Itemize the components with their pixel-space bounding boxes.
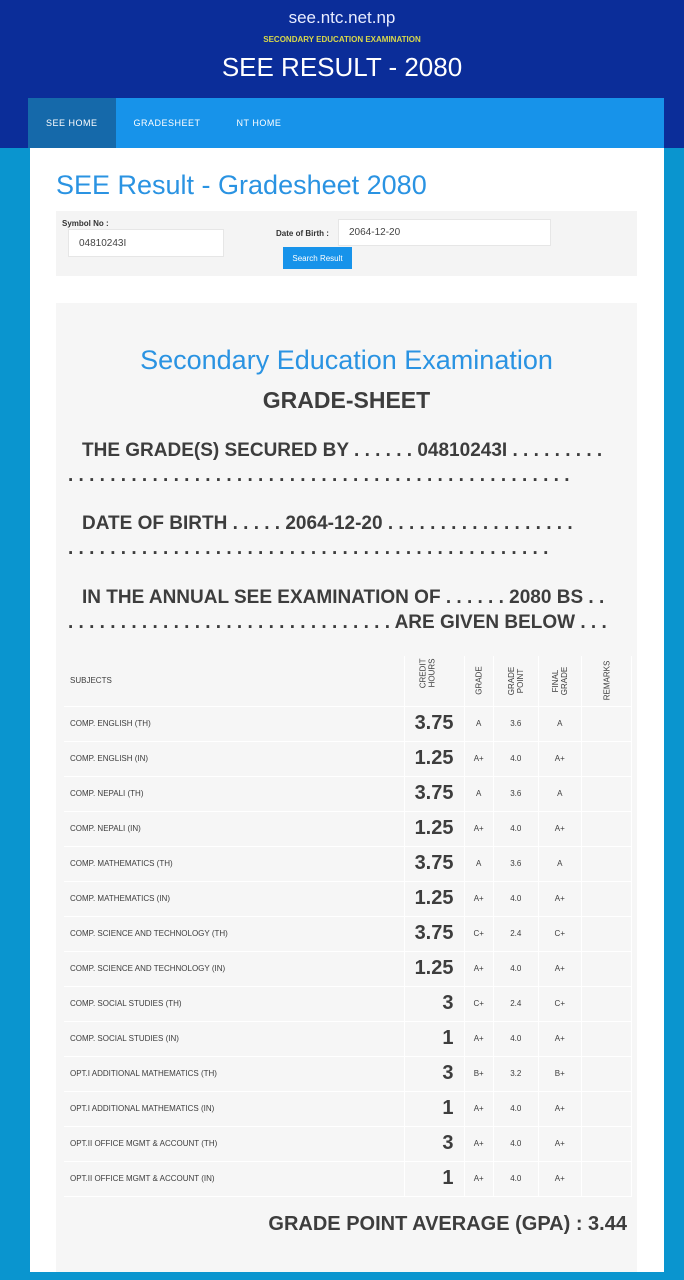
table-row: [64, 1126, 632, 1161]
credit-hours-cell: 1.25: [404, 811, 464, 846]
final-grade-cell: A: [538, 776, 581, 811]
grade-cell: A+: [464, 1161, 493, 1196]
subject-cell: COMP. MATHEMATICS (IN): [64, 881, 404, 916]
final-grade-cell: A+: [538, 1161, 581, 1196]
credit-hours-cell: 1: [404, 1161, 464, 1196]
grade-point-cell: 3.6: [493, 706, 538, 741]
table-row: [64, 706, 632, 741]
grade-point-cell: 4.0: [493, 1161, 538, 1196]
table-row: [64, 986, 632, 1021]
final-grade-cell: A+: [538, 951, 581, 986]
credit-hours-cell: 1.25: [404, 741, 464, 776]
symbol-label: Symbol No :: [62, 219, 109, 228]
subject-cell: COMP. SOCIAL STUDIES (TH): [64, 986, 404, 1021]
final-grade-cell: A+: [538, 881, 581, 916]
grade-cell: A+: [464, 811, 493, 846]
remarks-cell: [582, 811, 632, 846]
credit-hours-cell: 1: [404, 1091, 464, 1126]
page-title: SEE Result - Gradesheet 2080: [56, 170, 427, 200]
remarks-cell: [582, 1126, 632, 1161]
grades-table: [64, 656, 632, 1197]
sheet-subheading: GRADE-SHEET: [262, 387, 431, 413]
subject-cell: OPT.I ADDITIONAL MATHEMATICS (IN): [64, 1091, 404, 1126]
table-row: [64, 916, 632, 951]
subject-cell: COMP. SOCIAL STUDIES (IN): [64, 1021, 404, 1056]
grade-point-cell: 4.0: [493, 741, 538, 776]
gpa-value: GRADE POINT AVERAGE (GPA) : 3.44: [268, 1213, 627, 1235]
site-title: SEE RESULT - 2080: [221, 52, 463, 82]
sheet-heading: Secondary Education Examination: [140, 345, 553, 375]
nav-gradesheet[interactable]: GRADESHEET: [133, 118, 201, 128]
final-grade-cell: A+: [538, 1091, 581, 1126]
nav-bar: [28, 98, 664, 148]
site-domain: see.ntc.net.np: [288, 8, 396, 27]
grade-cell: A: [464, 706, 493, 741]
subject-cell: COMP. NEPALI (TH): [64, 776, 404, 811]
credit-hours-cell: 3.75: [404, 846, 464, 881]
remarks-cell: [582, 1056, 632, 1091]
remarks-cell: [582, 741, 632, 776]
grade-point-cell: 4.0: [493, 951, 538, 986]
table-row: [64, 741, 632, 776]
grade-point-cell: 3.2: [493, 1056, 538, 1091]
remarks-cell: [582, 1021, 632, 1056]
final-grade-cell: A: [538, 706, 581, 741]
credit-hours-cell: 1.25: [404, 881, 464, 916]
grade-cell: A+: [464, 881, 493, 916]
grade-point-cell: 3.6: [493, 776, 538, 811]
col-credit-hours: CREDIT HOURS: [418, 658, 436, 689]
subject-cell: OPT.II OFFICE MGMT & ACCOUNT (TH): [64, 1126, 404, 1161]
table-row: [64, 951, 632, 986]
credit-hours-cell: 3: [404, 986, 464, 1021]
credit-hours-cell: 3.75: [404, 916, 464, 951]
table-row: [64, 881, 632, 916]
grade-point-cell: 2.4: [493, 916, 538, 951]
final-grade-cell: A: [538, 846, 581, 881]
grade-cell: A+: [464, 741, 493, 776]
table-row: [64, 811, 632, 846]
dob-label: Date of Birth :: [276, 229, 329, 238]
credit-hours-cell: 3: [404, 1126, 464, 1161]
subject-cell: COMP. ENGLISH (IN): [64, 741, 404, 776]
subject-cell: COMP. NEPALI (IN): [64, 811, 404, 846]
subject-cell: COMP. SCIENCE AND TECHNOLOGY (IN): [64, 951, 404, 986]
col-final-grade: FINAL GRADE: [550, 666, 569, 695]
grade-cell: B+: [464, 1056, 493, 1091]
remarks-cell: [582, 1091, 632, 1126]
credit-hours-cell: 3: [404, 1056, 464, 1091]
final-grade-cell: B+: [538, 1056, 581, 1091]
table-row: [64, 1021, 632, 1056]
final-grade-cell: A+: [538, 741, 581, 776]
final-grade-cell: A+: [538, 811, 581, 846]
credit-hours-cell: 1: [404, 1021, 464, 1056]
subject-cell: OPT.I ADDITIONAL MATHEMATICS (TH): [64, 1056, 404, 1091]
col-subjects: SUBJECTS: [64, 656, 404, 706]
nav-see-home[interactable]: SEE HOME: [28, 98, 116, 148]
remarks-cell: [582, 1161, 632, 1196]
credit-hours-cell: 1.25: [404, 951, 464, 986]
grade-cell: A+: [464, 1126, 493, 1161]
credit-hours-cell: 3.75: [404, 776, 464, 811]
final-grade-cell: A+: [538, 1126, 581, 1161]
remarks-cell: [582, 706, 632, 741]
subject-cell: COMP. SCIENCE AND TECHNOLOGY (TH): [64, 916, 404, 951]
nav-nt-home[interactable]: NT HOME: [236, 118, 282, 128]
final-grade-cell: C+: [538, 986, 581, 1021]
remarks-cell: [582, 881, 632, 916]
final-grade-cell: C+: [538, 916, 581, 951]
remarks-cell: [582, 846, 632, 881]
remarks-cell: [582, 951, 632, 986]
grade-sheet: [56, 303, 637, 1272]
remarks-cell: [582, 916, 632, 951]
remarks-cell: [582, 986, 632, 1021]
exam-line-2: . . . . . . . . . . . . . . . . . . . . . . . . . . . . . . . ARE GIVEN BELOW . . .: [68, 612, 607, 633]
grade-cell: C+: [464, 916, 493, 951]
subject-cell: COMP. ENGLISH (TH): [64, 706, 404, 741]
col-grade-point: GRADE POINT: [506, 666, 525, 695]
search-result-button[interactable]: Search Result: [283, 247, 352, 269]
grade-cell: A+: [464, 1091, 493, 1126]
table-row: [64, 1056, 632, 1091]
grade-point-cell: 4.0: [493, 1091, 538, 1126]
secured-by-line: THE GRADE(S) SECURED BY . . . . . . 04810243I . . . . . . . . .: [82, 440, 603, 461]
grade-point-cell: 2.4: [493, 986, 538, 1021]
table-row: [64, 1091, 632, 1126]
col-remarks: REMARKS: [602, 660, 611, 701]
grade-point-cell: 4.0: [493, 1021, 538, 1056]
dob-dots: . . . . . . . . . . . . . . . . . . . . . . . . . . . . . . . . . . . . . . . . . . . . . .: [68, 538, 549, 559]
credit-hours-cell: 3.75: [404, 706, 464, 741]
search-form: [56, 211, 637, 276]
final-grade-cell: A+: [538, 1021, 581, 1056]
content-card: [30, 148, 664, 1272]
grade-cell: C+: [464, 986, 493, 1021]
table-row: [64, 846, 632, 881]
col-grade: GRADE: [474, 666, 484, 695]
grade-cell: A: [464, 776, 493, 811]
subject-cell: OPT.II OFFICE MGMT & ACCOUNT (IN): [64, 1161, 404, 1196]
grade-point-cell: 3.6: [493, 846, 538, 881]
site-subtitle: SECONDARY EDUCATION EXAMINATION: [263, 35, 421, 44]
grade-cell: A: [464, 846, 493, 881]
secured-by-dots: . . . . . . . . . . . . . . . . . . . . . . . . . . . . . . . . . . . . . . . . . . . . . . . .: [68, 465, 570, 486]
remarks-cell: [582, 776, 632, 811]
table-row: [64, 776, 632, 811]
dob-input[interactable]: 2064-12-20: [338, 219, 551, 246]
grade-cell: A+: [464, 951, 493, 986]
symbol-input[interactable]: 04810243I: [68, 229, 224, 257]
subject-cell: COMP. MATHEMATICS (TH): [64, 846, 404, 881]
grade-point-cell: 4.0: [493, 881, 538, 916]
grade-cell: A+: [464, 1021, 493, 1056]
exam-line: IN THE ANNUAL SEE EXAMINATION OF . . . . . . 2080 BS . .: [82, 587, 605, 608]
table-row: [64, 1161, 632, 1196]
grade-point-cell: 4.0: [493, 1126, 538, 1161]
grade-point-cell: 4.0: [493, 811, 538, 846]
dob-line: DATE OF BIRTH . . . . . 2064-12-20 . . . . . . . . . . . . . . . . . .: [82, 513, 573, 534]
